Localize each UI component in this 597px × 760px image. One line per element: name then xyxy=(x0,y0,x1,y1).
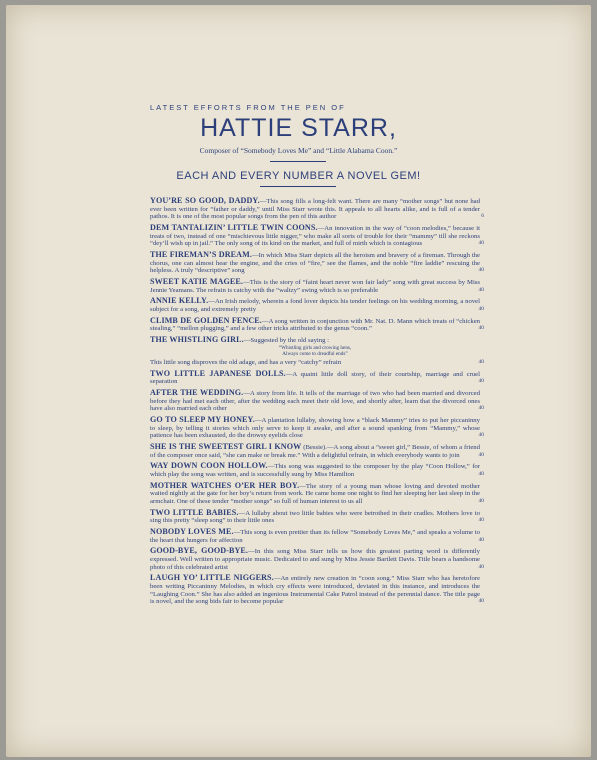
page-number: 40 xyxy=(478,598,484,605)
song-entry xyxy=(150,441,484,459)
song-description: —An innovation in the way of “coon melodies,” because it treats of two, instead of one “mischievous little nigger,” who make all sorts of trouble for their “mammy” till she reckons “dey’ll wish up in jail.” The only song of its kind on the market, and full of mirth which is contagious xyxy=(150,224,480,248)
song-description: —In which Miss Starr depicts all the heroism and bravery of a fireman. Through the chorus, one can almost hear the engine, and the cries of “fire,” see the flames, and the noble “fire laddie” rescuing the helpless. A truly “descriptive” song xyxy=(150,251,480,275)
song-description: —A story from life. It tells of the marriage of two who had been married and divorced before they had met each other, after the wedding each meet their old love, and shortly after, learn that the divorced ones have also married each other xyxy=(150,389,480,413)
song-description: —An Irish melody, wherein a fond lover depicts his tender feelings on his wedding morning, a novel subject for a song, and extremely pretty xyxy=(150,298,480,313)
song-description: —An entirely new creation in “coon song.” Miss Starr who has heretofore been writing Piccaninny Melodies, in which cry effects were introduced, deviated in this instance, and introduces the “Laughing Coon.” She has also added an ingenious Instrumental Cake Patrol instead of the perennial dance. The title page is novel, and the song bids fair to become popular xyxy=(150,575,480,606)
song-entry xyxy=(150,335,484,366)
song-entry xyxy=(150,296,484,313)
song-description: —In this song Miss Starr tells us how this greatest parting word is differently expressed. Well written to appropriate music. Dedicated to and sung by Miss Jessie Bartlett Davis. Title bears a handsome photo of this celebrated artist xyxy=(150,548,480,571)
song-description: —The story of a young man whose loving and devoted mother waited nightly at the gate for her boy’s return from work. He came home one night to find her sleeping her last sleep in the armchair. One of these tender “mother songs” so full of human interest to us all xyxy=(150,482,480,505)
page-number: 40 xyxy=(478,305,484,312)
composer-name: HATTIE STARR, xyxy=(200,114,397,142)
page-number: 40 xyxy=(478,267,484,274)
song-title: NOBODY LOVES ME. xyxy=(150,527,234,536)
song-entry xyxy=(150,368,484,386)
song-title: GO TO SLEEP MY HONEY. xyxy=(150,414,255,424)
song-entry xyxy=(150,527,484,544)
song-title: ANNIE KELLY. xyxy=(150,296,209,306)
song-description: —This song fills a long-felt want. There are many “mother songs” but none had ever been written for “father or daddy,” until Miss Starr wrote this. It appeals to all hearts alike, and is full of a tender pathos. It is one of the most popular songs from the pen of this author xyxy=(150,198,480,221)
page-number: 40 xyxy=(478,405,484,412)
song-entry xyxy=(150,461,484,478)
divider-rule xyxy=(270,161,326,162)
song-title: CLIMB DE GOLDEN FENCE. xyxy=(150,315,262,325)
page-number: 40 xyxy=(478,517,484,524)
page-number: 40 xyxy=(478,432,484,439)
song-entry xyxy=(150,573,484,606)
page-number: 40 xyxy=(478,240,484,247)
song-entry xyxy=(150,249,484,275)
song-entry xyxy=(150,222,484,248)
song-description: —A lullaby about two little babies who were betrothed in their cradles. Mothers love to sing this pretty “sleep song” to their little ones xyxy=(150,509,480,525)
page-number: 40 xyxy=(478,536,484,543)
song-description: —A song written in conjunction with Mr. Nat. D. Mann which treats of “chicken stealing,” “mellon plugging,” and a few other tricks attributed to the genus “coon.” xyxy=(150,317,480,333)
song-entry xyxy=(150,276,484,294)
song-description: —This song is even prettier than its fellow “Somebody Loves Me,” and speaks a volume to the heart that hungers for affection xyxy=(150,529,480,544)
song-description: —A plantation lullaby, showing how a “black Mammy” tries to put her piccaninny to sleep, by telling it stories which only serve to keep it awake, and after a sound spanking from “Mammy,” whose patience has been exhausted, do the drowsy eyelids close xyxy=(150,416,480,440)
composer-subtitle: Composer of “Somebody Loves Me” and “Little Alabama Coon.” xyxy=(199,146,398,155)
page-number: 40 xyxy=(478,563,484,570)
page-number: 40 xyxy=(478,286,484,293)
song-entry xyxy=(150,546,484,571)
verse-line: “Whistling girls and crowing hens, xyxy=(278,344,352,351)
song-title: DEM TANTALIZIN’ LITTLE TWIN COONS. xyxy=(150,222,318,232)
page-number: 40 xyxy=(478,325,484,332)
song-description: —A quaint little doll story, of their courtship, marriage and cruel separation xyxy=(150,370,480,386)
song-title: TWO LITTLE BABIES. xyxy=(150,507,239,517)
page-number: 40 xyxy=(478,451,484,458)
song-title: YOU’RE SO GOOD, DADDY. xyxy=(150,196,260,205)
song-entry xyxy=(150,196,484,221)
page-number: 40 xyxy=(478,358,484,365)
page-number: 40 xyxy=(478,497,484,504)
song-description: —This is the story of “faint heart never won fair lady” song with great success by Miss Jennie Yeamans. The refrain is catchy with the “waltzy” swing which is so preferable xyxy=(150,278,481,294)
song-description: —This song was suggested to the composer by the play “Coon Hollow,” for which play the song was written, and is successfully sung by Miss Hamilton xyxy=(150,463,480,478)
banner-heading: EACH AND EVERY NUMBER A NOVEL GEM! xyxy=(176,170,421,182)
song-entry xyxy=(150,480,484,506)
song-description-continued: This little song disproves the old adage, and has a very “catchy” refrain xyxy=(150,358,342,366)
song-entry xyxy=(150,387,484,413)
song-entry xyxy=(150,414,484,440)
verse-line: Always come to dreadful ends” xyxy=(282,351,348,358)
song-title: SHE IS THE SWEETEST GIRL I KNOW xyxy=(150,441,302,451)
song-title: WAY DOWN COON HOLLOW. xyxy=(150,461,268,471)
song-title: THE WHISTLING GIRL. xyxy=(150,335,244,345)
song-title: MOTHER WATCHES O’ER HER BOY. xyxy=(150,480,300,490)
page-number: 40 xyxy=(478,470,484,477)
divider-rule-2 xyxy=(260,186,336,187)
song-title: SWEET KATIE MAGEE. xyxy=(150,276,244,286)
song-title: THE FIREMAN’S DREAM. xyxy=(150,249,252,259)
song-entry xyxy=(150,315,484,333)
song-description: (Bessie).—A song about a “sweet girl,” Bessie, of whom a friend of the composer once said, “she can make or break me.” With a delightful refrain, in which everybody wants to join xyxy=(150,443,480,459)
song-title: AFTER THE WEDDING. xyxy=(150,387,244,397)
page-number: 6 xyxy=(481,213,484,220)
song-description: —Suggested by the old saying : xyxy=(243,337,329,345)
page-number: 40 xyxy=(478,378,484,385)
song-title: GOOD-BYE, GOOD-BYE. xyxy=(150,546,249,556)
song-title: LAUGH YO’ LITTLE NIGGERS. xyxy=(150,573,274,583)
header-kicker: LATEST EFFORTS FROM THE PEN OF xyxy=(150,103,346,112)
song-title: TWO LITTLE JAPANESE DOLLS. xyxy=(150,368,286,378)
song-list xyxy=(150,196,484,609)
song-entry xyxy=(150,507,484,525)
